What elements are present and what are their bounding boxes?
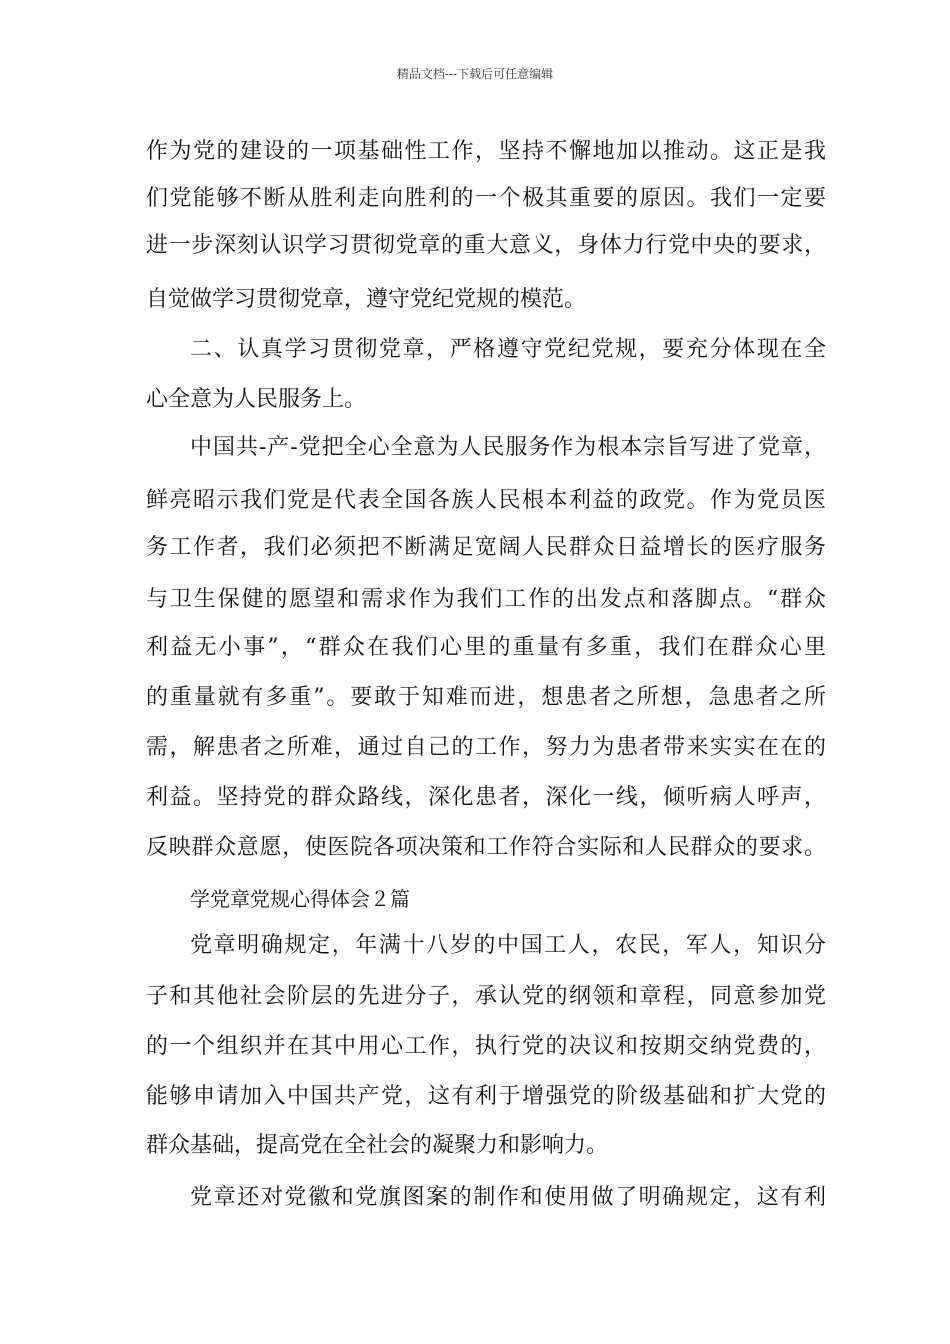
paragraph-line: 自觉做学习贯彻党章，遵守党纪党规的模范。	[146, 287, 587, 312]
paragraph-line: 群众基础，提高党在全社会的凝聚力和影响力。	[146, 1133, 609, 1158]
section-subheading: 学党章党规心得体会２篇	[190, 887, 410, 911]
paragraph-line: 中国共-产-党把全心全意为人民服务作为根本宗旨写进了党章，	[190, 435, 826, 460]
page-header: 精品文档---下载后可任意编辑	[396, 67, 554, 81]
paragraph-line: 利益无小事”，“群众在我们心里的重量有多重，我们在群众心里	[146, 635, 826, 660]
paragraph-line: 利益。坚持党的群众路线，深化患者，深化一线，倾听病人呼声，	[146, 785, 826, 810]
paragraph-line: 进一步深刻认识学习贯彻党章的重大意义，身体力行党中央的要求，	[146, 233, 826, 258]
paragraph-line: 作为党的建设的一项基础性工作，坚持不懈地加以推动。这正是我	[146, 139, 826, 164]
paragraph-line: 党章明确规定，年满十八岁的中国工人，农民，军人，知识分	[190, 933, 826, 958]
paragraph-line: 务工作者，我们必须把不断满足宽阔人民群众日益增长的医疗服务	[146, 535, 826, 560]
paragraph-line: 二、认真学习贯彻党章，严格遵守党纪党规，要充分体现在全	[190, 337, 826, 362]
paragraph-line: 的重量就有多重”。要敢于知难而进，想患者之所想，急患者之所	[146, 685, 826, 710]
paragraph-line: 的一个组织并在其中用心工作，执行党的决议和按期交纳党费的，	[146, 1034, 826, 1059]
paragraph-line: 能够申请加入中国共产党，这有利于增强党的阶级基础和扩大党的	[146, 1084, 826, 1109]
paragraph-line: 子和其他社会阶层的先进分子，承认党的纲领和章程，同意参加党	[146, 984, 826, 1009]
paragraph-line: 与卫生保健的愿望和需求作为我们工作的出发点和落脚点。“群众	[146, 587, 826, 612]
paragraph-line: 党章还对党徽和党旗图案的制作和使用做了明确规定，这有利	[190, 1185, 826, 1210]
paragraph-line: 们党能够不断从胜利走向胜利的一个极其重要的原因。我们一定要	[146, 186, 826, 211]
paragraph-line: 心全意为人民服务上。	[146, 387, 367, 412]
paragraph-line: 反映群众意愿，使医院各项决策和工作符合实际和人民群众的要求。	[146, 835, 826, 860]
paragraph-line: 鲜亮昭示我们党是代表全国各族人民根本利益的政党。作为党员医	[146, 488, 826, 513]
paragraph-line: 需，解患者之所难，通过自己的工作，努力为患者带来实实在在的	[146, 735, 826, 760]
